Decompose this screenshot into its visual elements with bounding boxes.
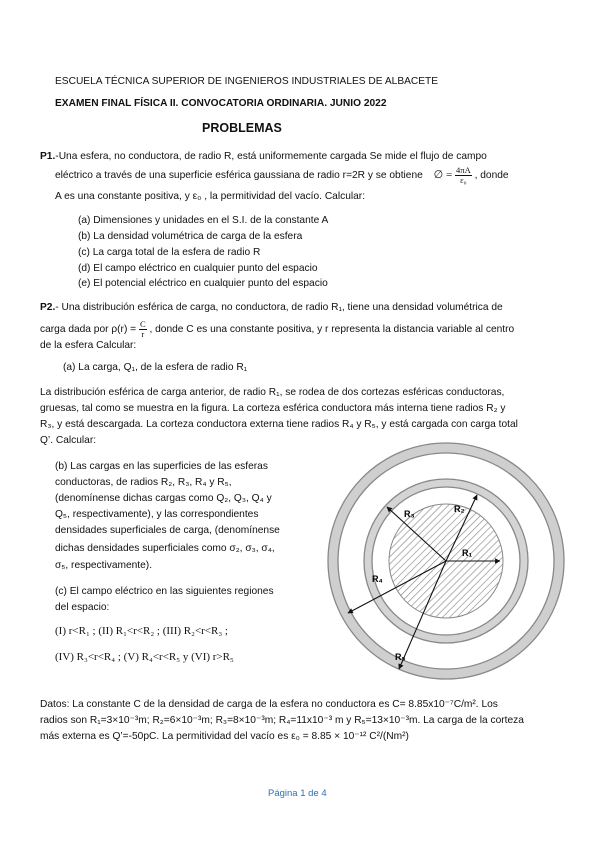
p2-b-line-2: conductoras, de radios R₂, R₃, R₄ y R₅, <box>55 477 232 488</box>
p2-b-line-5: densidades superficiales de carga, (denomínense <box>55 525 280 536</box>
p2-para-1: La distribución esférica de carga anterior, de radio R₁, se rodea de dos cortezas esféricas conductoras, <box>40 387 505 398</box>
p2-para-3: R₃, y está descargada. La corteza conductora externa tiene radios R₄ y R₅, y está cargada con carga total <box>40 419 518 430</box>
page-number: Página 1 de 4 <box>268 788 327 799</box>
flux-lhs: ∅ = <box>433 169 453 182</box>
p2-b-line-3: (denomínense dichas cargas como Q₂, Q₃, Q₄ y <box>55 493 272 504</box>
exam-title: EXAMEN FINAL FÍSICA II. CONVOCATORIA ORDINARIA. JUNIO 2022 <box>55 98 387 109</box>
p1-item-b: (b) La densidad volumétrica de carga de la esfera <box>78 231 303 242</box>
flux-denominator: ε₀ <box>460 175 467 185</box>
rho-denominator: r <box>141 329 145 339</box>
shells-diagram <box>300 434 592 688</box>
p1-line3: A es una constante positiva, y ε₀ , la permitividad del vacío. Calcular: <box>55 191 366 202</box>
p1-text-1: -Una esfera, no conductora, de radio R, está uniformemente cargada Se mide el flujo de campo <box>55 151 487 162</box>
p2-b-line-4: Q₅, respectivamente), y las correspondientes <box>55 509 259 520</box>
p1-line1 <box>40 150 487 163</box>
rho-fraction <box>139 320 147 339</box>
p2-c-line-2: del espacio: <box>55 602 110 613</box>
p2-b-line-6: dichas densidades superficiales como σ₂, σ₃, σ₄, <box>55 543 275 554</box>
p2-regions-2: (IV) R₃<r<R₄ ; (V) R₄<r<R₅ y (VI) r>R₅ <box>55 651 234 663</box>
p2-line1 <box>40 301 503 314</box>
rho-numerator: C <box>139 319 146 329</box>
p1-item-c: (c) La carga total de la esfera de radio R <box>78 247 261 258</box>
p2-c-line-1: (c) El campo eléctrico en las siguientes regiones <box>55 586 274 597</box>
flux-fraction <box>455 166 472 185</box>
p2-label: P2. <box>40 302 56 313</box>
label-r5: R₅ <box>395 652 406 662</box>
label-r1: R₁ <box>462 548 473 558</box>
p1-line2 <box>55 166 509 185</box>
flux-numerator: 4πA <box>456 165 471 175</box>
p2-b-line-7: σ₅, respectivamente). <box>55 560 153 571</box>
p1-text-2: eléctrico a través de una superficie esférica gaussiana de radio r=2R y se obtiene <box>55 170 423 182</box>
p2-datos-1: Datos: La constante C de la densidad de carga de la esfera no conductora es C= 8.85x10⁻⁷C/m². Los <box>40 699 498 710</box>
p2-text-2b: , donde C es una constante positiva, y r representa la distancia variable al centro <box>149 324 515 336</box>
p1-text-2b: , donde <box>474 170 509 182</box>
p2-para-2: gruesas, tal como se muestra en la figura. La corteza esférica conductora más interna tiene radios R₂ y <box>40 403 506 414</box>
p2-line2 <box>40 320 514 339</box>
label-r3: R₃ <box>404 509 415 519</box>
label-r2: R₂ <box>454 504 465 514</box>
p2-text-2: carga dada por ρ(r) = <box>40 324 137 336</box>
p2-line3: de la esfera Calcular: <box>40 340 137 351</box>
p1-item-e: (e) El potencial eléctrico en cualquier punto del espacio <box>78 278 328 289</box>
p1-item-d: (d) El campo eléctrico en cualquier punto del espacio <box>78 263 318 274</box>
p2-datos-3: más externa es Q’=-50pC. La permitividad del vacío es ε₀ = 8.85 × 10⁻¹² C²/(Nm²) <box>40 731 409 742</box>
p1-item-a: (a) Dimensiones y unidades en el S.I. de la constante A <box>78 215 329 226</box>
label-r4: R₄ <box>372 574 383 584</box>
section-title: PROBLEMAS <box>202 121 282 135</box>
p1-label: P1. <box>40 151 56 162</box>
p2-datos-2: radios son R₁=3×10⁻³m; R₂=6×10⁻³m; R₃=8×10⁻³m; R₄=11x10⁻³ m y R₅=13×10⁻³m. La carga de la corteza <box>40 715 524 726</box>
p2-text-1: - Una distribución esférica de carga, no conductora, de radio R₁, tiene una densidad volumétrica de <box>55 302 503 313</box>
p2-para-4: Q’. Calcular: <box>40 435 97 446</box>
p2-regions-1: (I) r<R₁ ; (II) R₁<r<R₂ ; (III) R₂<r<R₃ ; <box>55 625 228 637</box>
p2-item-a: (a) La carga, Q₁, de la esfera de radio R₁ <box>63 362 248 373</box>
school-name: ESCUELA TÉCNICA SUPERIOR DE INGENIEROS INDUSTRIALES DE ALBACETE <box>55 76 439 87</box>
p2-b-line-1: (b) Las cargas en las superficies de las esferas <box>55 461 268 472</box>
